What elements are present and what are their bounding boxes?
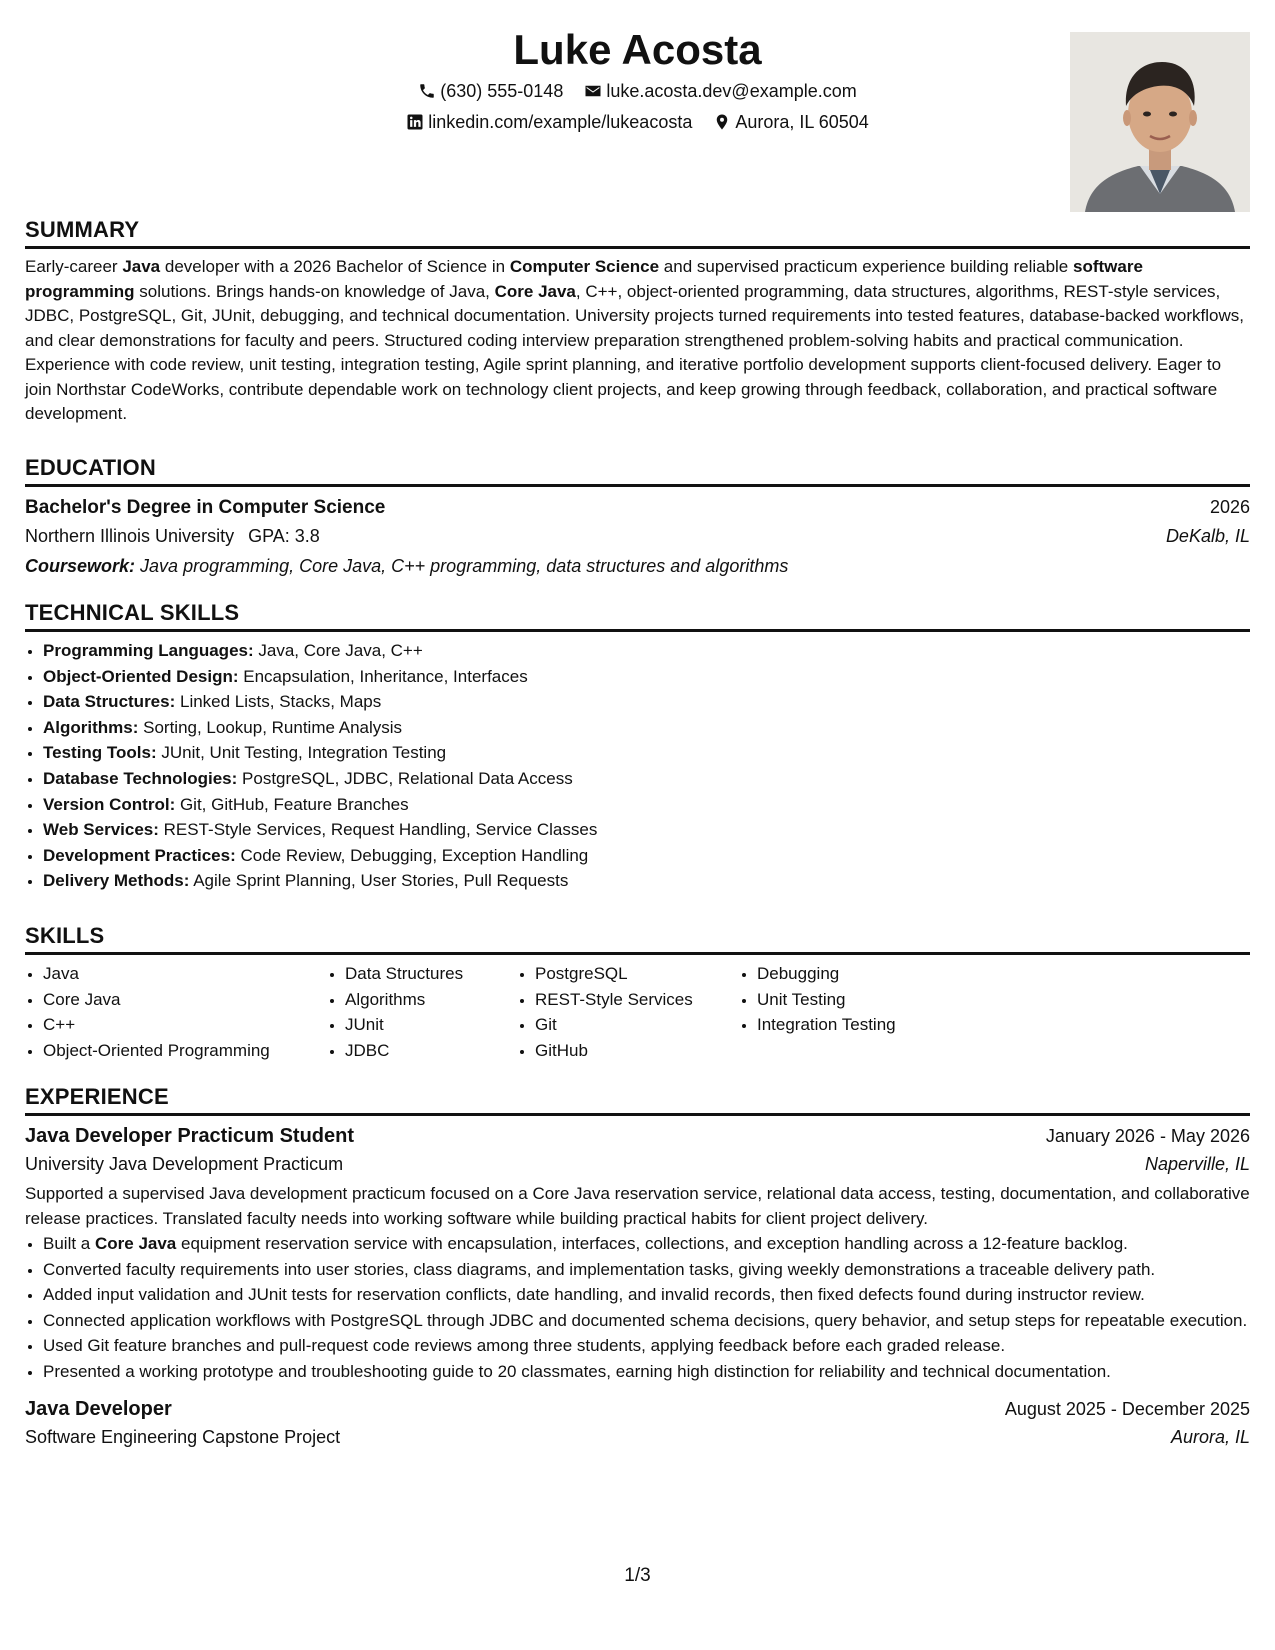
school-line [25,522,320,550]
skill-values: JUnit, Unit Testing, Integration Testing [156,743,447,763]
text-segment: , C++, object-oriented programming, data structures, algorithms, REST-style services, JDBC, PostgreSQL, Git, JUnit, debugging, and technical documentation. University projects turned requirements into tested features, database-backed workflows, and clear demonstrations for faculty and peers. Structured coding interview preparation strengthened problem-solving habits and practical communication. Experience with code review, unit testing, integration testing, Agile sprint planning, and iterative portfolio development supports client-focused delivery. Eager to join Northstar CodeWorks, contribute dependable work on technology client projects, and keep growing through feedback, collaboration, and practical software development. [25,281,1244,423]
skills-column [25,961,321,1063]
job-bullet [43,1257,1250,1283]
bold-keyword: Computer Science [509,257,660,276]
technical-skill-item [43,638,1250,664]
coursework-label: Coursework: [25,556,136,576]
skills-column [739,961,957,1063]
skill-category: Programming Languages: [43,641,254,660]
text-segment: developer with a 2026 Bachelor of Science in [160,257,510,276]
skill-category: Object-Oriented Design: [43,666,239,686]
job-bullets [25,1231,1250,1385]
skill-values: Agile Sprint Planning, User Stories, Pull Requests [189,871,569,891]
text-segment: Presented a working prototype and troubleshooting guide to 20 classmates, earning high distinction for reliability and technical documentation. [43,1361,1111,1381]
text-segment: Added input validation and JUnit tests for reservation conflicts, date handling, and invalid records, then fixed defects found during instructor review. [43,1285,1145,1305]
job-bullet [43,1282,1250,1308]
candidate-name: Luke Acosta [513,26,762,73]
profile-photo [1070,32,1250,212]
technical-skill-item [43,843,1250,869]
job-bullet [43,1359,1250,1385]
bold-keyword: Core Java [94,1234,177,1253]
skill-category: Testing Tools: [43,743,157,763]
job-dates: January 2026 - May 2026 [1045,1126,1250,1146]
contact-email[interactable] [584,79,856,103]
technical-skill-item [43,715,1250,741]
phone-text: (630) 555-0148 [440,81,564,101]
skill-category: Development Practices: [43,845,236,865]
text-segment: Built a [43,1234,95,1253]
linkedin-text: linkedin.com/example/lukeacosta [428,112,693,132]
skill-item: • GitHub [535,1038,733,1064]
contact-linkedin[interactable] [406,110,692,134]
contact-phone[interactable] [418,79,563,103]
skill-item: • Algorithms [345,987,511,1013]
summary-text [25,255,1250,427]
map-pin-icon [713,113,731,131]
technical-skills-section [25,599,1250,894]
school-name: Northern Illinois University [25,526,235,546]
job-bullet [43,1231,1250,1257]
job-bullet [43,1333,1250,1359]
contact-row-1 [25,79,1250,106]
skill-values: Encapsulation, Inheritance, Interfaces [238,666,528,686]
education-school-row [25,522,1250,550]
technical-skill-item [43,792,1250,818]
linkedin-icon [406,113,424,131]
school-location: DeKalb, IL [1165,526,1250,546]
skill-values: Sorting, Lookup, Runtime Analysis [138,717,403,737]
envelope-icon [584,82,602,100]
education-degree-row [25,493,1250,522]
job-role: Java Developer [25,1397,172,1420]
experience-heading: EXPERIENCE [25,1083,1250,1116]
job-org: University Java Development Practicum [25,1154,344,1174]
job-entry [25,1395,1250,1451]
text-segment: Early-career [25,257,123,276]
text-segment: Converted faculty requirements into user stories, class diagrams, and implementation tasks, giving weekly demonstrations a traceable delivery path. [43,1259,1156,1279]
skill-values: Code Review, Debugging, Exception Handling [235,845,589,865]
job-bullet [43,1308,1250,1334]
job-org: Software Engineering Capstone Project [25,1426,341,1447]
contact-location [713,110,868,134]
skills-heading: SKILLS [25,922,1250,955]
skills-column [327,961,511,1063]
job-location: Naperville, IL [1144,1154,1250,1174]
skills-columns [25,961,1250,1063]
skill-values: Linked Lists, Stacks, Maps [175,692,382,712]
skill-values: Git, GitHub, Feature Branches [175,794,409,814]
technical-skill-item [43,766,1250,792]
technical-skills-heading: TECHNICAL SKILLS [25,599,1250,632]
skill-item: • PostgreSQL [535,961,733,987]
technical-skill-item [43,689,1250,715]
skill-item: • Core Java [43,987,321,1013]
coursework-text: Java programming, Core Java, C++ programming, data structures and algorithms [140,556,789,576]
skill-category: Delivery Methods: [43,871,190,891]
coursework-line [25,552,1250,580]
skill-category: Database Technologies: [43,768,238,788]
text-segment: Connected application workflows with PostgreSQL through JDBC and documented schema decisions, query behavior, and setup steps for repeatable execution. [43,1310,1248,1330]
page-number: 1/3 [624,1565,651,1586]
summary-section [25,216,1250,427]
skill-item: • Java [43,961,321,987]
job-title-row [25,1122,1250,1150]
experience-section [25,1083,1250,1451]
summary-heading: SUMMARY [25,216,1250,249]
job-summary: Supported a supervised Java development practicum focused on a Core Java reservation service, relational data access, testing, documentation, and collaborative release practices. Translated faculty needs into working software while building practical habits for client project delivery. [25,1184,1250,1228]
technical-skill-item [43,817,1250,843]
job-dates: August 2025 - December 2025 [1004,1398,1250,1419]
resume-header [25,24,1250,224]
job-role: Java Developer Practicum Student [25,1125,355,1147]
job-org-row [25,1150,1250,1178]
skill-category: Web Services: [43,820,159,840]
gpa: GPA: 3.8 [248,526,320,546]
job-entry [25,1122,1250,1385]
job-location: Aurora, IL [1170,1426,1250,1447]
skills-section [25,922,1250,1063]
skill-item: • Debugging [757,961,957,987]
bold-keyword: Java [122,257,161,276]
contact-row-2 [25,110,1250,137]
job-org-row [25,1423,1250,1451]
skill-item: • JDBC [345,1038,511,1064]
job-title-row [25,1395,1250,1423]
education-heading: EDUCATION [25,454,1250,487]
skill-item: • Git [535,1012,733,1038]
email-text: luke.acosta.dev@example.com [606,81,857,101]
skill-values: REST-Style Services, Request Handling, Service Classes [158,820,598,840]
text-segment: solutions. Brings hands-on knowledge of Java, [134,281,495,301]
skill-item: • Unit Testing [757,987,957,1013]
skill-values: Java, Core Java, C++ [253,641,423,660]
graduation-year: 2026 [1209,497,1250,517]
skill-item: • Data Structures [345,961,511,987]
skill-category: Version Control: [43,794,176,814]
skill-item: • C++ [43,1012,321,1038]
skills-column [517,961,733,1063]
skill-item: • JUnit [345,1012,511,1038]
technical-skills-list [25,638,1250,894]
degree-title: Bachelor's Degree in Computer Science [25,497,386,518]
skill-item: • Object-Oriented Programming [43,1038,321,1064]
skill-item: • REST-Style Services [535,987,733,1013]
education-section [25,454,1250,580]
technical-skill-item [43,868,1250,894]
skill-category: Data Structures: [43,692,176,712]
skill-category: Algorithms: [43,717,139,737]
bold-keyword: software programming [25,257,1143,301]
technical-skill-item [43,664,1250,690]
bold-keyword: Core Java [494,281,576,301]
portrait-illustration [1070,32,1250,212]
text-segment: and supervised practicum experience building reliable [659,257,1073,276]
skill-values: PostgreSQL, JDBC, Relational Data Access [237,768,573,788]
technical-skill-item [43,740,1250,766]
skill-item: • Integration Testing [757,1012,957,1038]
text-segment: Used Git feature branches and pull-request code reviews among three students, applying feedback before each graded release. [43,1336,1006,1356]
phone-icon [418,82,436,100]
location-text: Aurora, IL 60504 [735,112,869,132]
text-segment: equipment reservation service with encapsulation, interfaces, collections, and exception handling across a 12-feature backlog. [176,1234,1128,1253]
